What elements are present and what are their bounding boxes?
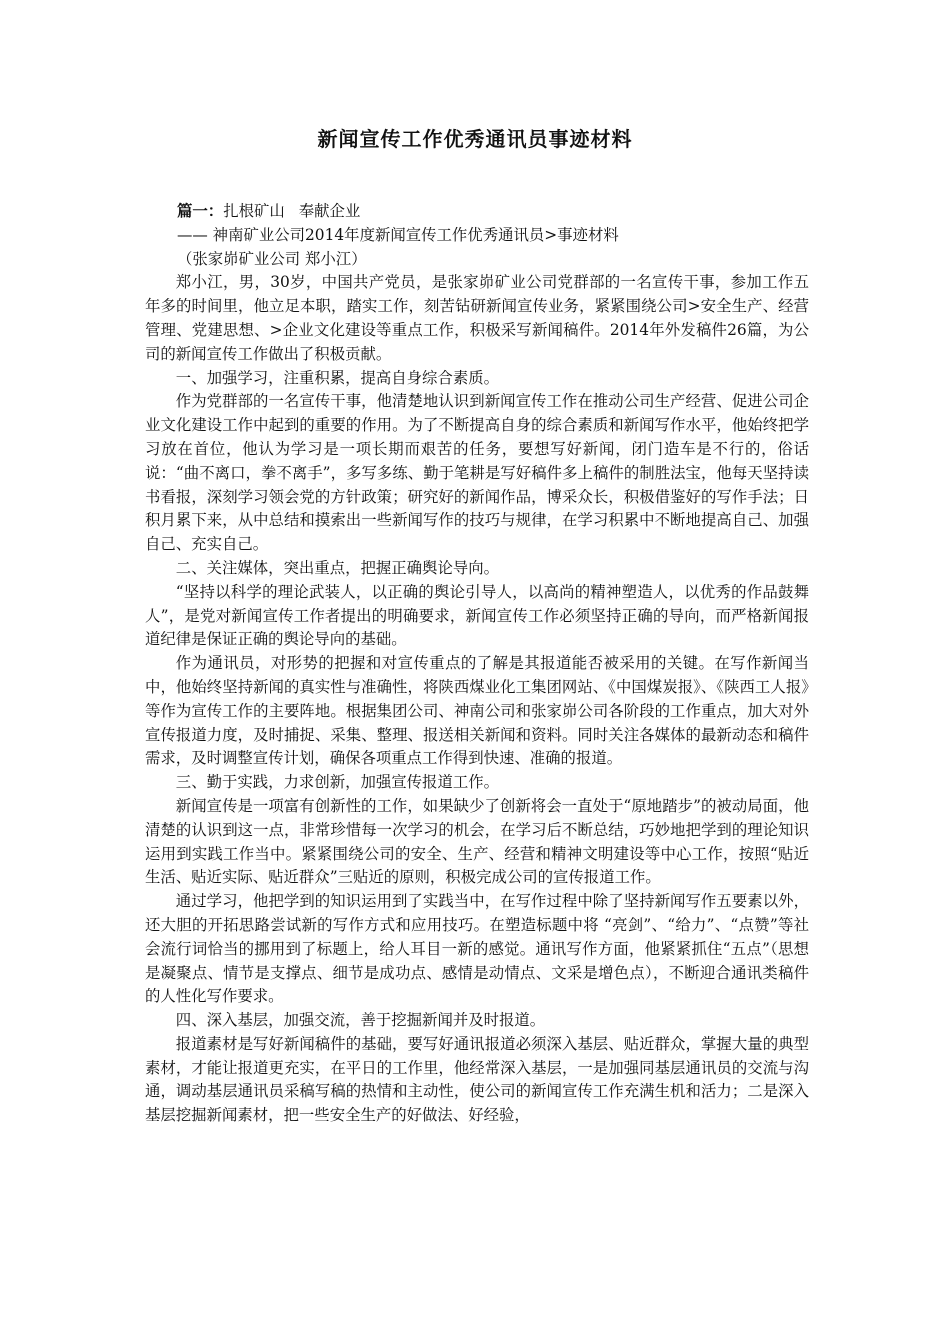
heading-label: 篇一： xyxy=(177,202,224,220)
paragraph: 郑小江，男，30岁，中国共产党员，是张家峁矿业公司党群部的一名宣传干事，参加工作五年多的时间里，他立足本职，踏实工作，刻苦钻研新闻宣传业务，紧紧围绕公司>安全生产、经营管理、党建思想、>企业文化建设等重点工作，积极采写新闻稿件。2014年外发稿件26篇，为公司的新闻宣传工作做出了积极贡献。 xyxy=(145,273,809,363)
heading-text-b: 奉献企业 xyxy=(298,202,361,220)
paragraph: 通过学习，他把学到的知识运用到了实践当中，在写作过程中除了坚持新闻写作五要素以外，还大胆的开拓思路尝试新的写作方式和应用技巧。在塑造标题中将 “亮剑”、“给力”、“点赞”等社会流行词恰当的挪用到了标题上，给人耳目一新的感觉。通讯写作方面，他紧紧抓住“五点”（思想是凝聚点、情节是支撑点、细节是成功点、感情是动情点、文采是增色点），不断迎合通讯类稿件的人性化写作要求。 xyxy=(145,892,809,1006)
paragraph: 新闻宣传是一项富有创新性的工作，如果缺少了创新将会一直处于“原地踏步”的被动局面，他清楚的认识到这一点，非常珍惜每一次学习的机会，在学习后不断总结，巧妙地把学到的理论知识运用到实践工作当中。紧紧围绕公司的安全、生产、经营和精神文明建设等中心工作，按照“贴近生活、贴近实际、贴近群众”三贴近的原则，积极完成公司的宣传报道工作。 xyxy=(145,796,809,887)
byline: （张家峁矿业公司 郑小江） xyxy=(177,249,367,268)
paragraph: 报道素材是写好新闻稿件的基础，要写好通讯报道必须深入基层、贴近群众，掌握大量的典型素材，才能让报道更充实，在平日的工作里，他经常深入基层，一是加强同基层通讯员的交流与沟通，调动基层通讯员采稿写稿的热情和主动性，使公司的新闻宣传工作充满生机和活力；二是深入基层挖掘新闻素材，把一些安全生产的好做法、好经验， xyxy=(145,1034,809,1125)
section-point: 二、关注媒体，突出重点，把握正确舆论导向。 xyxy=(175,558,500,577)
document-title: 新闻宣传工作优秀通讯员事迹材料 xyxy=(317,127,633,151)
paragraph: 作为通讯员，对形势的把握和对宣传重点的了解是其报道能否被采用的关键。在写作新闻当中，他始终坚持新闻的真实性与准确性，将陕西煤业化工集团网站、《中国煤炭报》、《陕西工人报》等作为宣传工作的主要阵地。根据集团公司、神南公司和张家峁公司各阶段的工作重点，加大对外宣传报道力度，及时捕捉、采集、整理、报送相关新闻和资料。同时关注各媒体的最新动态和稿件需求，及时调整宣传计划，确保各项重点工作得到快速、准确的报道。 xyxy=(145,654,809,768)
paragraph: “坚持以科学的理论武装人，以正确的舆论引导人，以高尚的精神塑造人，以优秀的作品鼓舞人”，是党对新闻宣传工作者提出的明确要求，新闻宣传工作必须坚持正确的导向，而严格新闻报道纪律是保证正确的舆论导向的基础。 xyxy=(145,582,809,649)
paragraph: 作为党群部的一名宣传干事，他清楚地认识到新闻宣传工作在推动公司生产经营、促进公司企业文化建设工作中起到的重要的作用。为了不断提高自身的综合素质和新闻写作水平，他始终把学习放在首位，他认为学习是一项长期而艰苦的任务，要想写好新闻，闭门造车是不行的，俗话说：“曲不离口，拳不离手”，多写多练、勤于笔耕是写好稿件多上稿件的制胜法宝，他每天坚持读书看报，深刻学习领会党的方针政策；研究好的新闻作品，博采众长，积极借鉴好的写作手法；日积月累下来，从中总结和摸索出一些新闻写作的技巧与规律，在学习积累中不断地提高自己、加强自己、充实自己。 xyxy=(145,392,809,554)
section-point: 四、深入基层，加强交流，善于挖掘新闻并及时报道。 xyxy=(175,1011,546,1030)
subtitle: —— 神南矿业公司2014年度新闻宣传工作优秀通讯员>事迹材料 xyxy=(177,225,619,244)
section-heading xyxy=(145,200,809,224)
document-body xyxy=(145,200,809,1128)
heading-text-a: 扎根矿山 xyxy=(223,202,285,220)
section-point: 三、勤于实践，力求创新，加强宣传报道工作。 xyxy=(175,773,500,792)
section-point: 一、加强学习，注重积累，提高自身综合素质。 xyxy=(175,368,500,387)
